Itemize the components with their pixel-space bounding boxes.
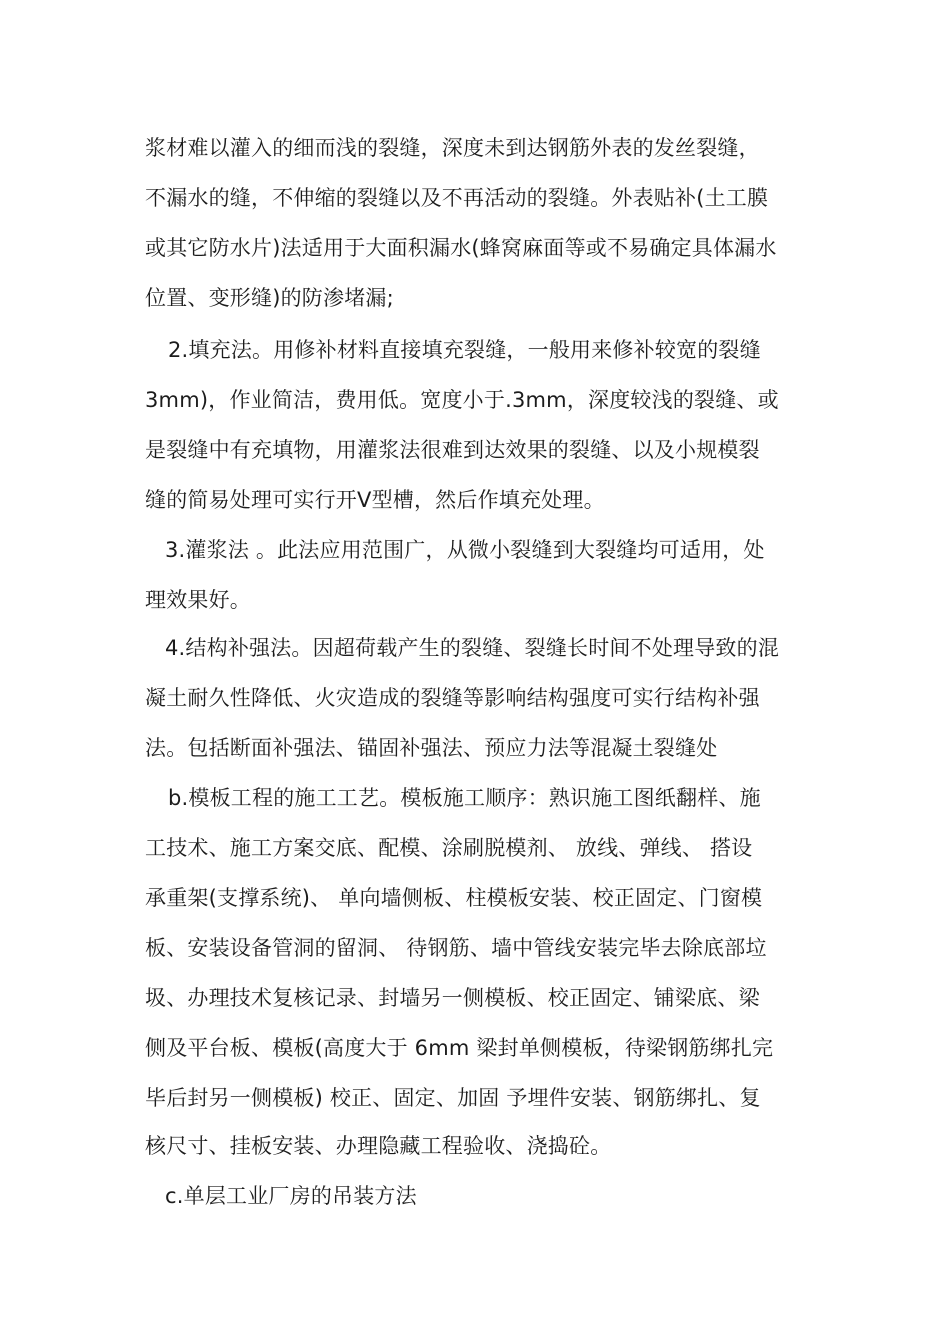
text-line: 浆材难以灌入的细而浅的裂缝，深度未到达钢筋外表的发丝裂缝， <box>145 136 760 160</box>
text-line: 承重架(支撑系统)、 单向墙侧板、柱模板安装、校正固定、门窗模 <box>145 886 763 910</box>
text-line: 缝的简易处理可实行开Ⅴ型槽，然后作填充处理。 <box>145 488 605 512</box>
text-line: 板、安装设备管洞的留洞、 待钢筋、墙中管线安装完毕去除底部垃 <box>145 936 767 960</box>
text-line: 是裂缝中有充填物，用灌浆法很难到达效果的裂缝、以及小规模裂 <box>145 438 760 462</box>
text-line: 侧及平台板、模板(高度大于 6mm 梁封单侧模板，待梁钢筋绑扎完 <box>145 1036 774 1060</box>
text-line: c.单层工业厂房的吊装方法 <box>165 1184 417 1208</box>
text-line: 凝土耐久性降低、火灾造成的裂缝等影响结构强度可实行结构补强 <box>145 686 760 710</box>
text-line: 4.结构补强法。因超荷载产生的裂缝、裂缝长时间不处理导致的混 <box>165 636 780 660</box>
text-line: 核尺寸、挂板安装、办理隐藏工程验收、浇捣砼。 <box>145 1134 612 1158</box>
text-line: b.模板工程的施工工艺。模板施工顺序：熟识施工图纸翻样、施 <box>168 786 761 810</box>
text-line: 或其它防水片)法适用于大面积漏水(蜂窝麻面等或不易确定具体漏水 <box>145 236 777 260</box>
text-line: 3.灌浆法 。此法应用范围广，从微小裂缝到大裂缝均可适用，处 <box>165 538 765 562</box>
text-line: 3mm)，作业简洁，费用低。宽度小于.3mm，深度较浅的裂缝、或 <box>145 388 779 412</box>
text-line: 圾、办理技术复核记录、封墙另一侧模板、校正固定、铺梁底、梁 <box>145 986 760 1010</box>
text-line: 法。包括断面补强法、锚固补强法、预应力法等混凝土裂缝处 <box>145 736 718 760</box>
text-line: 位置、变形缝)的防渗堵漏; <box>145 286 394 310</box>
text-line: 工技术、施工方案交底、配模、涂刷脱模剂、 放线、弹线、 搭设 <box>145 836 753 860</box>
text-line: 不漏水的缝，不伸缩的裂缝以及不再活动的裂缝。外表贴补(土工膜 <box>145 186 769 210</box>
text-line: 理效果好。 <box>145 588 251 612</box>
text-line: 2.填充法。用修补材料直接填充裂缝，一般用来修补较宽的裂缝 <box>168 338 761 362</box>
text-line: 毕后封另一侧模板) 校正、固定、加固 予埋件安装、钢筋绑扎、复 <box>145 1086 761 1110</box>
